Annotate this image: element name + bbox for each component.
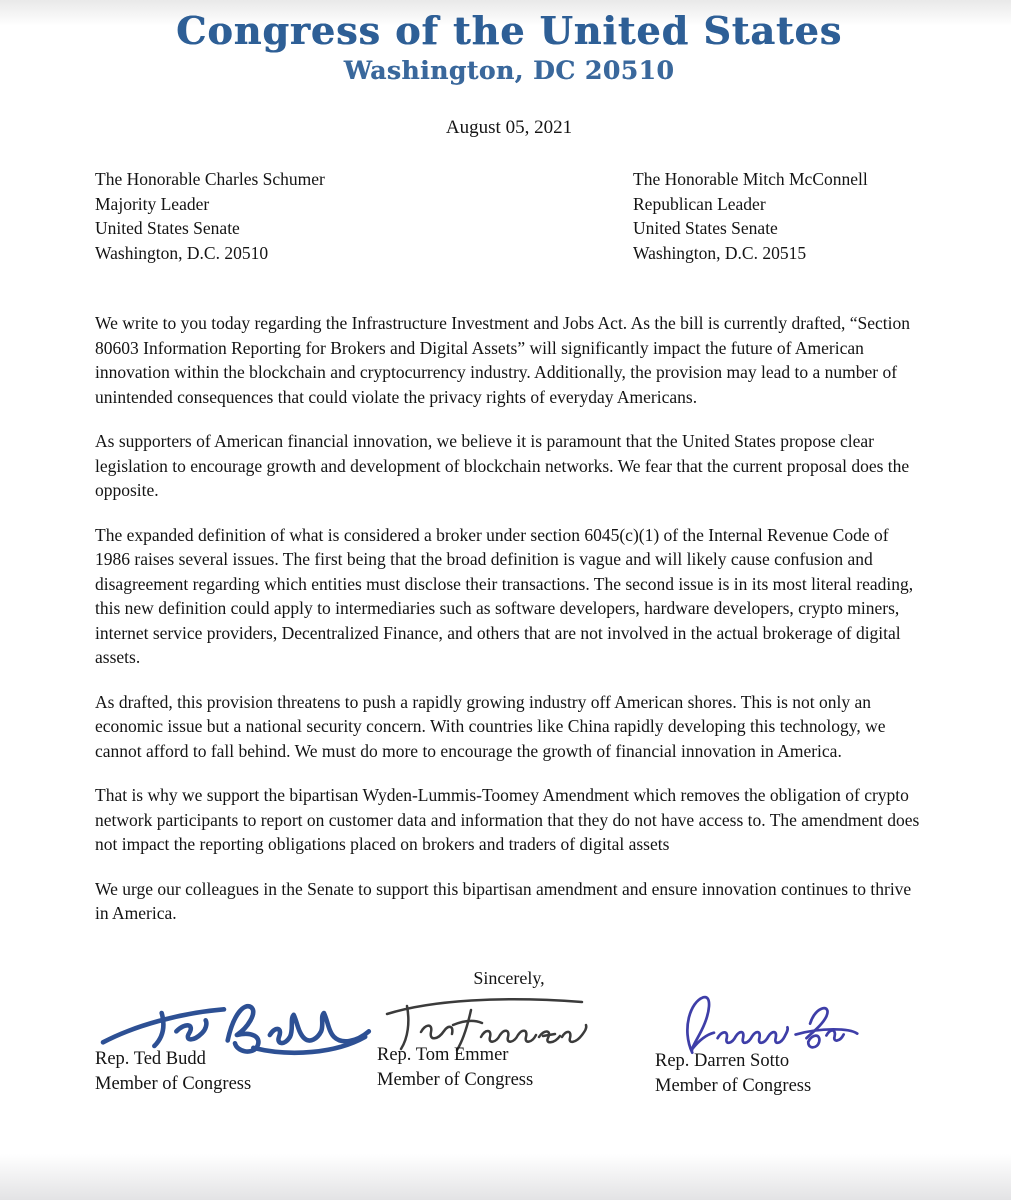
signer-title: Member of Congress bbox=[655, 1075, 812, 1096]
recipient-line: United States Senate bbox=[95, 218, 240, 238]
signer-name: Rep. Darren Sotto bbox=[655, 1050, 790, 1071]
recipient-line: The Honorable Mitch McConnell bbox=[633, 169, 868, 189]
recipient-line: United States Senate bbox=[633, 218, 778, 238]
recipient-line: Washington, D.C. 20515 bbox=[633, 242, 807, 263]
signature-row bbox=[95, 991, 923, 1099]
paragraph-5: That is why we support the bipartisan Wyden-Lummis-Toomey Amendment which removes the obligation of crypto network participants to report on customer data and information that they do not have access to. The amendment does not impact the reporting obligations placed on brokers and traders of digital assets bbox=[95, 785, 920, 854]
paragraph-6: We urge our colleagues in the Senate to support this bipartisan amendment and ensure innovation continues to thrive in America. bbox=[95, 878, 912, 923]
recipient-blocks bbox=[95, 167, 923, 265]
recipient-line: Majority Leader bbox=[95, 193, 210, 214]
recipient-schumer bbox=[95, 167, 325, 265]
recipient-mcconnell bbox=[633, 167, 923, 265]
signer-block-tom-emmer bbox=[377, 991, 655, 1099]
recipient-line: The Honorable Charles Schumer bbox=[95, 169, 325, 189]
signer-name: Rep. Ted Budd bbox=[95, 1048, 206, 1069]
closing-salutation: Sincerely, bbox=[473, 967, 545, 988]
letterhead-subtitle: Washington, DC 20510 bbox=[343, 56, 675, 85]
paragraph-1: We write to you today regarding the Infrastructure Investment and Jobs Act. As the bill is currently drafted, “Section 80603 Information Reporting for Brokers and Digital Assets” will significantly impact the future of American innovation within the blockchain and cryptocurrency industry. Additionally, the provision may lead to a number of unintended consequences that could violate the privacy rights of everyday Americans. bbox=[95, 313, 911, 407]
signer-name: Rep. Tom Emmer bbox=[377, 1044, 509, 1065]
letter-date: August 05, 2021 bbox=[445, 117, 573, 138]
letterhead-title: Congress of the United States bbox=[176, 8, 842, 53]
recipient-line: Washington, D.C. 20510 bbox=[95, 242, 269, 263]
paragraph-3: The expanded definition of what is considered a broker under section 6045(c)(1) of the Internal Revenue Code of 1986 raises several issues. The first being that the broad definition is vague and will likely cause confusion and disagreement regarding which entities must disclose their transactions. The second issue is in its most literal reading, this new definition could apply to intermediaries such as software developers, hardware developers, crypto miners, internet service providers, Decentralized Finance, and others that are not involved in the actual brokerage of digital assets. bbox=[95, 524, 914, 667]
letterhead bbox=[95, 10, 923, 86]
signer-title: Member of Congress bbox=[95, 1073, 252, 1094]
signer-title: Member of Congress bbox=[377, 1069, 534, 1090]
letter-body bbox=[95, 311, 923, 926]
signer-block-ted-budd bbox=[95, 991, 377, 1099]
recipient-line: Republican Leader bbox=[633, 193, 766, 214]
paragraph-2: As supporters of American financial innovation, we believe it is paramount that the United States propose clear legislation to encourage growth and development of blockchain networks. We fear that the current proposal does the opposite. bbox=[95, 431, 910, 500]
paragraph-4: As drafted, this provision threatens to push a rapidly growing industry off American shores. This is not only an economic issue but a national security concern. With countries like China rapidly developing this technology, we cannot afford to fall behind. We must do more to encourage the growth of financial innovation in America. bbox=[95, 691, 886, 761]
signer-block-darren-sotto bbox=[655, 991, 923, 1099]
